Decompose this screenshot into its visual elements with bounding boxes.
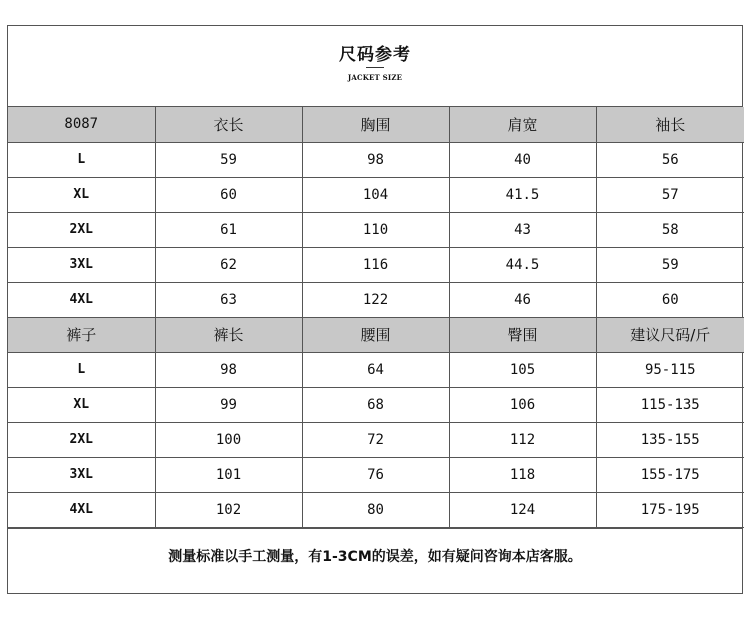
table-cell: 57	[596, 177, 744, 212]
table-cell: 110	[302, 212, 449, 247]
size-label: L	[8, 142, 155, 177]
size-label: 3XL	[8, 247, 155, 282]
table-cell: 135-155	[596, 422, 744, 457]
table-cell: 80	[302, 492, 449, 527]
table-cell: 155-175	[596, 457, 744, 492]
table-cell: 102	[155, 492, 302, 527]
table-cell: 76	[302, 457, 449, 492]
table-cell: 124	[449, 492, 596, 527]
table-cell: 122	[302, 282, 449, 317]
title-divider	[366, 67, 384, 68]
pants-row	[8, 457, 744, 492]
table-cell: 41.5	[449, 177, 596, 212]
jacket-header-row	[8, 107, 744, 142]
jacket-model-code: 8087	[8, 107, 155, 142]
column-header: 衣长	[155, 107, 302, 142]
table-cell: 46	[449, 282, 596, 317]
jacket-row	[8, 212, 744, 247]
table-cell: 99	[155, 387, 302, 422]
table-cell: 98	[155, 352, 302, 387]
jacket-row	[8, 282, 744, 317]
size-label: L	[8, 352, 155, 387]
table-cell: 63	[155, 282, 302, 317]
column-header: 腰围	[302, 317, 449, 352]
table-cell: 61	[155, 212, 302, 247]
table-cell: 62	[155, 247, 302, 282]
measurement-note: 测量标准以手工测量，有1-3CM的误差，如有疑问咨询本店客服。	[8, 528, 742, 584]
jacket-row	[8, 247, 744, 282]
size-label: 3XL	[8, 457, 155, 492]
table-cell: 44.5	[449, 247, 596, 282]
size-label: 4XL	[8, 282, 155, 317]
column-header: 裤长	[155, 317, 302, 352]
pants-header-row	[8, 317, 744, 352]
size-chart-sheet	[7, 25, 743, 594]
table-cell: 60	[155, 177, 302, 212]
pants-row	[8, 352, 744, 387]
column-header: 胸围	[302, 107, 449, 142]
pants-row	[8, 422, 744, 457]
table-cell: 105	[449, 352, 596, 387]
table-cell: 100	[155, 422, 302, 457]
table-cell: 115-135	[596, 387, 744, 422]
table-cell: 58	[596, 212, 744, 247]
column-header: 肩宽	[449, 107, 596, 142]
table-cell: 59	[155, 142, 302, 177]
size-label: XL	[8, 177, 155, 212]
size-label: 4XL	[8, 492, 155, 527]
table-cell: 104	[302, 177, 449, 212]
table-cell: 118	[449, 457, 596, 492]
table-cell: 64	[302, 352, 449, 387]
pants-row	[8, 387, 744, 422]
table-cell: 43	[449, 212, 596, 247]
column-header: 建议尺码/斤	[596, 317, 744, 352]
size-label: XL	[8, 387, 155, 422]
table-cell: 40	[449, 142, 596, 177]
jacket-row	[8, 142, 744, 177]
table-cell: 175-195	[596, 492, 744, 527]
table-cell: 59	[596, 247, 744, 282]
table-cell: 60	[596, 282, 744, 317]
table-cell: 56	[596, 142, 744, 177]
size-label: 2XL	[8, 422, 155, 457]
column-header: 袖长	[596, 107, 744, 142]
jacket-row	[8, 177, 744, 212]
size-chart-subtitle: JACKET SIZE	[347, 73, 403, 82]
column-header: 臀围	[449, 317, 596, 352]
pants-section-label: 裤子	[8, 317, 155, 352]
size-chart-header	[8, 26, 742, 107]
table-cell: 101	[155, 457, 302, 492]
size-chart-title: 尺码参考	[339, 45, 411, 65]
table-cell: 116	[302, 247, 449, 282]
table-cell: 95-115	[596, 352, 744, 387]
pants-row	[8, 492, 744, 527]
table-cell: 106	[449, 387, 596, 422]
size-table	[8, 107, 744, 528]
table-cell: 98	[302, 142, 449, 177]
table-cell: 72	[302, 422, 449, 457]
size-label: 2XL	[8, 212, 155, 247]
table-cell: 68	[302, 387, 449, 422]
table-cell: 112	[449, 422, 596, 457]
